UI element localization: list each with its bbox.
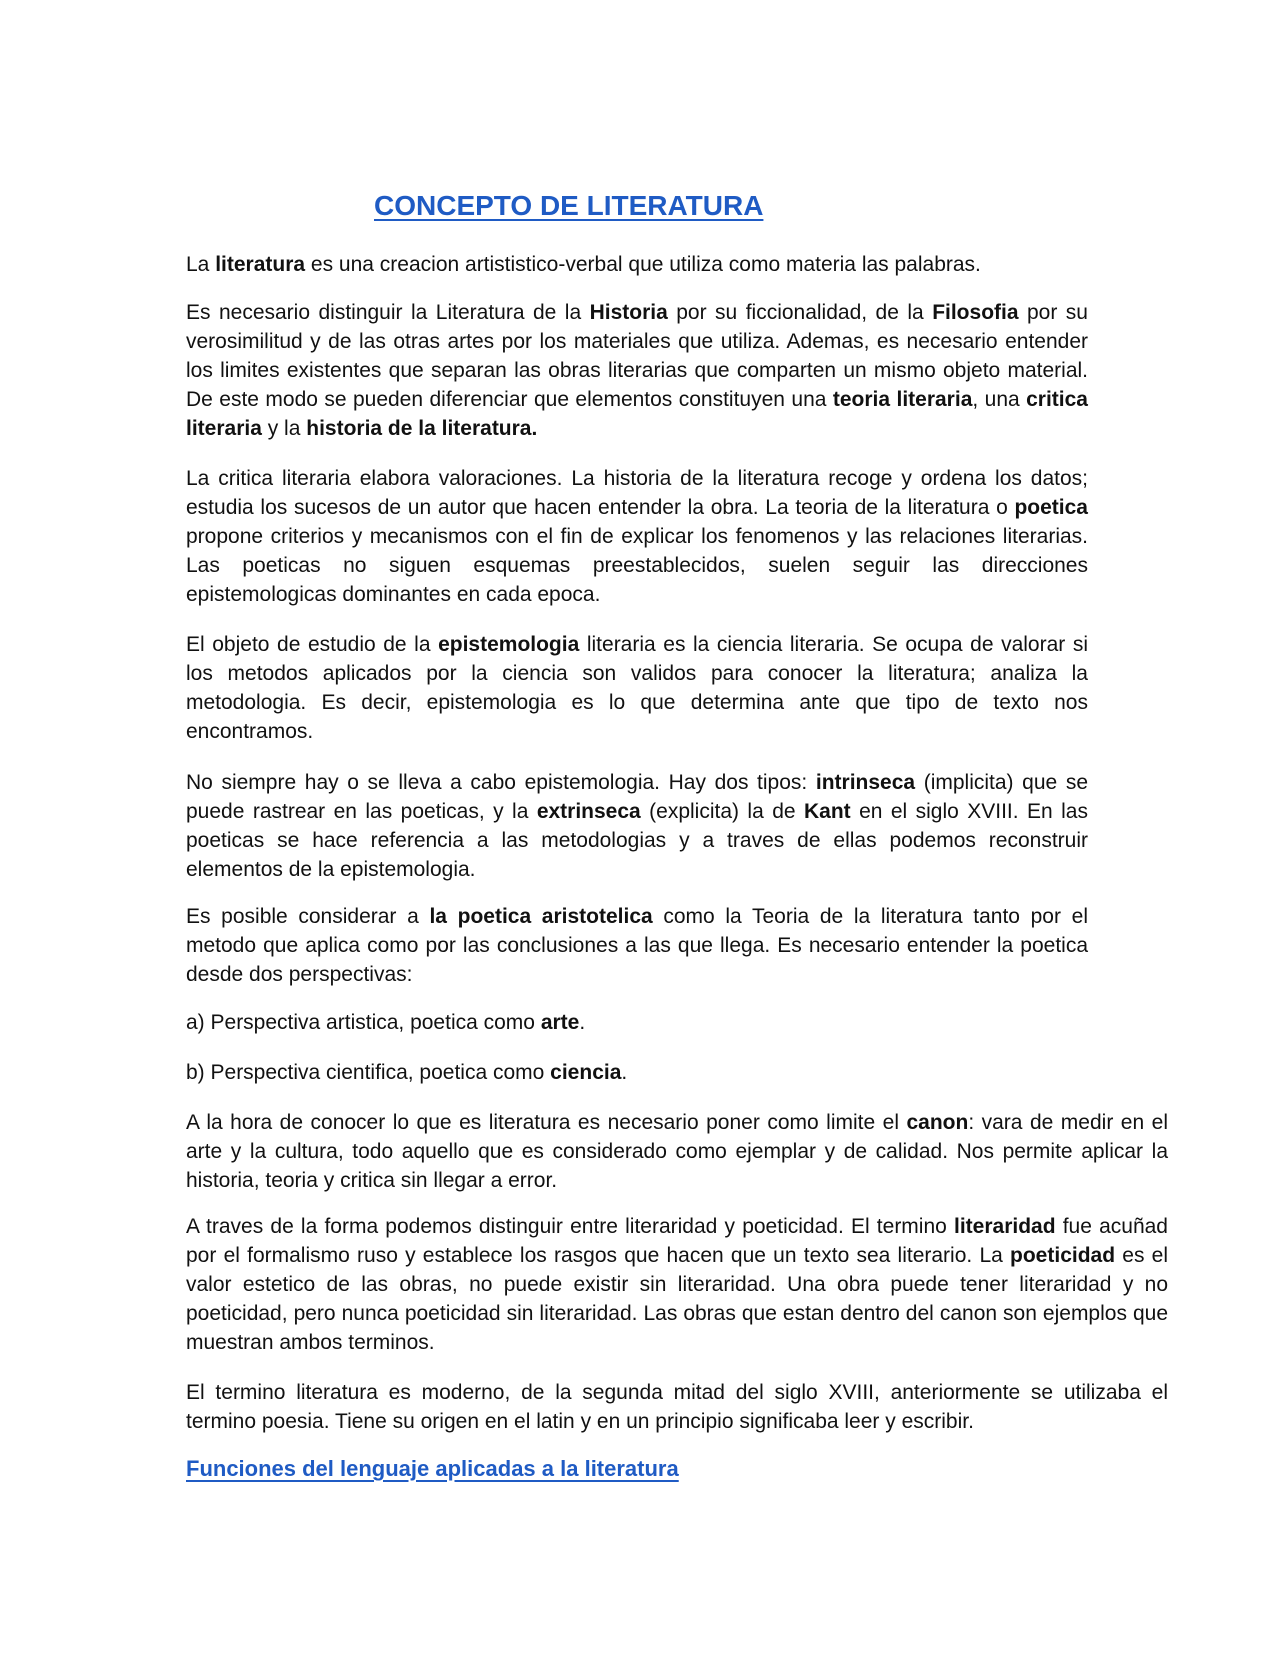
bold-term: canon — [906, 1111, 969, 1134]
bold-term: literatura — [215, 253, 306, 276]
text-run: Es posible considerar a — [186, 905, 430, 928]
text-run: . — [621, 1061, 628, 1084]
bold-term: poeticidad — [1010, 1244, 1116, 1267]
bold-term: Historia — [589, 301, 668, 324]
paragraph-definition — [186, 250, 1088, 279]
bold-term: historia de la literatura. — [306, 417, 538, 440]
bold-term: poetica — [1014, 496, 1088, 519]
text-run: A traves de la forma podemos distinguir entre literaridad y poeticidad. El termino — [186, 1215, 954, 1238]
text-run: La — [186, 253, 216, 276]
page-title: CONCEPTO DE LITERATURA — [374, 190, 764, 221]
text-run: , una — [972, 388, 1027, 411]
text-run: El termino literatura es moderno, de la segunda mitad del siglo XVIII, anteriormente se utilizaba el termino poesia. Tiene su origen en el latin y en un principio significaba leer y escribir. — [186, 1381, 1168, 1433]
text-run: La critica literaria elabora valoraciones. La historia de la literatura recoge y ordena los datos; estudia los sucesos de un autor que hacen entender la obra. La teoria de la literatura o — [186, 467, 1088, 519]
list-item-arte — [186, 1008, 1088, 1037]
paragraph-epistemologia — [186, 630, 1088, 746]
text-run: por su verosimilitud y de las otras artes por los materiales que utiliza. Ademas, es necesario entender los limites existentes que separan las obras literarias que comparten un mismo objeto material. De este modo se pueden diferenciar que elementos constituyen una — [186, 301, 1088, 411]
section-heading-funciones: Funciones del lenguaje aplicadas a la literatura — [186, 1456, 679, 1481]
text-run: No siempre hay o se lleva a cabo epistemologia. Hay dos tipos: — [186, 771, 816, 794]
paragraph-literaridad — [186, 1212, 1168, 1357]
bold-term: intrinseca — [815, 771, 916, 794]
text-run: . — [579, 1011, 586, 1034]
text-run: por su ficcionalidad, de la — [667, 301, 933, 324]
text-run: (implicita) que se puede rastrear en las poeticas, y la — [186, 771, 1088, 823]
bold-term: Filosofia — [932, 301, 1019, 324]
text-run: y la — [261, 417, 307, 440]
paragraph-origen — [186, 1378, 1168, 1436]
bold-term: Kant — [803, 800, 851, 823]
text-run: literaria es la ciencia literaria. Se ocupa de valorar si los metodos aplicados por la ciencia son validos para conocer la literatura; analiza la metodologia. Es decir, epistemologia es lo que determina ante que tipo de texto nos encontramos. — [186, 633, 1088, 743]
text-run: fue acuñad por el formalismo ruso y establece los rasgos que hacen que un texto sea literario. La — [186, 1215, 1168, 1267]
bold-term: extrinseca — [536, 800, 641, 823]
text-run: El objeto de estudio de la — [186, 633, 439, 656]
text-run: : vara de medir en el arte y la cultura, todo aquello que es considerado como ejemplar y de calidad. Nos permite aplicar la historia, teoria y critica sin llegar a error. — [186, 1111, 1168, 1192]
text-run: b) Perspectiva cientifica, poetica como — [186, 1061, 551, 1084]
text-run: a) Perspectiva artistica, poetica como — [186, 1011, 541, 1034]
text-run: en el siglo XVIII. En las poeticas se hace referencia a las metodologias y a traves de ellas podemos reconstruir elementos de la epistemologia. — [186, 800, 1088, 881]
text-run: propone criterios y mecanismos con el fin de explicar los fenomenos y las relaciones literarias. Las poeticas no siguen esquemas preestablecidos, suelen seguir las direcciones epistemologicas dominantes en cada epoca. — [186, 525, 1088, 606]
list-item-ciencia — [186, 1058, 1088, 1087]
bold-term: la poetica aristotelica — [429, 905, 653, 928]
text-run: es una creacion artististico-verbal que utiliza como materia las palabras. — [305, 253, 981, 276]
paragraph-distinction — [186, 298, 1088, 443]
paragraph-tipos — [186, 768, 1088, 884]
bold-term: arte — [540, 1011, 580, 1034]
text-run: (explicita) la de — [640, 800, 804, 823]
text-run: Es necesario distinguir la Literatura de la — [186, 301, 590, 324]
bold-term: ciencia — [550, 1061, 622, 1084]
bold-term: epistemologia — [438, 633, 580, 656]
bold-term: teoria literaria — [832, 388, 973, 411]
paragraph-critica — [186, 464, 1088, 609]
text-run: es el valor estetico de las obras, no puede existir sin literaridad. Una obra puede tener literaridad y no poeticidad, pero nunca poeticidad sin literaridad. Las obras que estan dentro del canon son ejemplos que muestran ambos terminos. — [186, 1244, 1169, 1354]
paragraph-aristotelica — [186, 902, 1088, 989]
bold-term: literaridad — [954, 1215, 1056, 1238]
text-run: como la Teoria de la literatura tanto por el metodo que aplica como por las conclusiones a las que llega. Es necesario entender la poetica desde dos perspectivas: — [186, 905, 1088, 986]
paragraph-canon — [186, 1108, 1168, 1195]
text-run: A la hora de conocer lo que es literatura es necesario poner como limite el — [186, 1111, 907, 1134]
bold-term: critica literaria — [186, 388, 1088, 440]
